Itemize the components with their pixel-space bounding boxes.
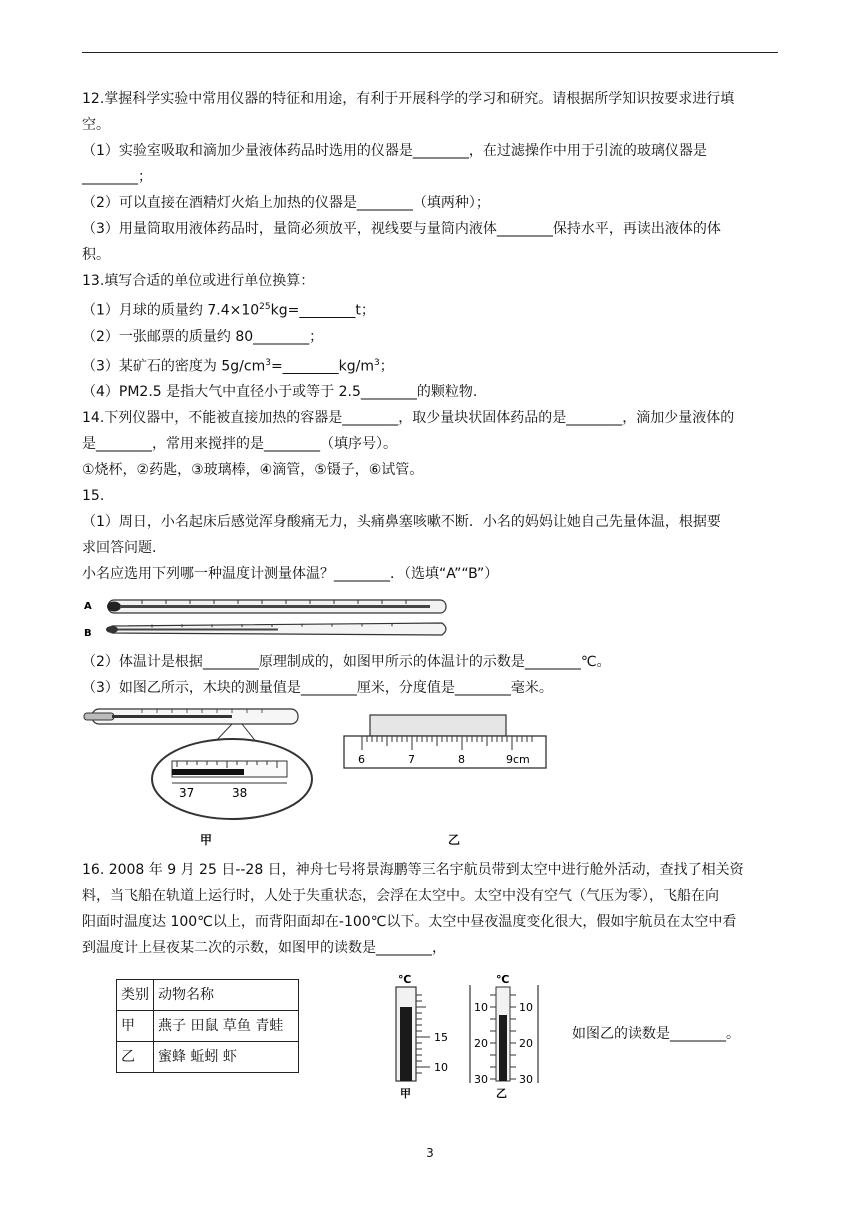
q14-options: ①烧杯，②药匙，③玻璃棒，④滴管，⑤镊子，⑥试管。 xyxy=(82,462,424,479)
q16-text-line4: 到温度计上昼夜某二次的示数，如图甲的读数是________， xyxy=(82,940,446,957)
ruler-tick-8: 8 xyxy=(458,753,465,767)
table-header-row xyxy=(117,980,299,1011)
thermometer-a-column xyxy=(120,605,430,608)
zoom-label-37: 37 xyxy=(179,786,195,801)
q12-part3-line1: （3）用量筒取用液体药品时，量筒必须放平，视线要与量筒内液体________保持水平，再读出液体的体 xyxy=(82,221,721,237)
q12-stem-line1: 12.掌握科学实验中常用仪器的特征和用途，有利于开展科学的学习和研究。请根据所学知识按要求进行填 xyxy=(82,91,735,107)
table-cell: 甲 xyxy=(117,1011,154,1042)
svg-text:10: 10 xyxy=(434,1061,448,1075)
q15-part1-line3: 小名应选用下列哪一种温度计测量体温？________．（选填“A”“B”） xyxy=(82,566,499,583)
q13-part2: （2）一张邮票的质量约 80________； xyxy=(82,328,324,345)
thermometer-b-bulb xyxy=(106,626,118,633)
q12-part2: （2）可以直接在酒精灯火焰上加热的仪器是________（填两种）； xyxy=(82,195,490,211)
q13-part3: （3）某矿石的密度为 $5g/cm^3=\_\_\_\_\_\_\_\_kg/m^3$； xyxy=(82,357,394,375)
q12-part1-line1: （1）实验室吸取和滴加少量液体药品时选用的仪器是________，在过滤操作中用于引流的玻璃仪器是 xyxy=(82,143,707,159)
table-cell: 燕子 田鼠 草鱼 青蛙 xyxy=(154,1011,299,1042)
page-number: 3 xyxy=(426,1146,434,1160)
q15-figures xyxy=(82,705,778,825)
thermometer-jia xyxy=(396,973,448,1100)
thermometer-yi xyxy=(470,973,538,1100)
clinical-thermometer-and-ruler-illustration xyxy=(82,705,582,825)
thermometer-a-bulb xyxy=(107,602,121,612)
q12-part3-line2: 积。 xyxy=(82,247,110,263)
table-row xyxy=(117,1011,299,1042)
thermometer-ab-illustration xyxy=(82,591,462,645)
svg-text:10: 10 xyxy=(519,1001,533,1015)
q15-part1-line1: （1）周日，小名起床后感觉浑身酸痛无力，头痛鼻塞咳嗽不断．小名的妈妈让她自己先量体温，根据要 xyxy=(82,514,721,531)
table-header-cell: 类别 xyxy=(117,980,154,1011)
clinical-thermometer xyxy=(84,709,312,819)
q15-part3: （3）如图乙所示，木块的测量值是________厘米，分度值是________毫米。 xyxy=(82,680,553,697)
zoom-label-38: 38 xyxy=(232,786,248,801)
q13-part1: （1）月球的质量约 $7.4\times 10^{25}kg=\_\_\_\_\_\_\_\_t$； xyxy=(82,302,375,319)
thermometer-b-label: B xyxy=(84,628,92,640)
thermometer-b-column xyxy=(118,629,278,631)
ruler-tick-9cm: 9cm xyxy=(506,753,530,767)
q13-part4: （4）PM2.5 是指大气中直径小于或等于 2.5________的颗粒物. xyxy=(82,384,478,401)
table-cell: 乙 xyxy=(117,1042,154,1073)
svg-text:乙: 乙 xyxy=(496,1087,507,1101)
svg-text:15: 15 xyxy=(434,1031,448,1045)
svg-text:℃: ℃ xyxy=(496,973,510,987)
q15-number: 15. xyxy=(82,488,105,505)
q15-part2: （2）体温计是根据________原理制成的，如图甲所示的体温计的示数是________℃。 xyxy=(82,654,611,671)
q13-stem: 13.填写合适的单位或进行单位换算： xyxy=(82,273,315,289)
q16-figure-area xyxy=(82,971,778,1101)
svg-text:20: 20 xyxy=(519,1037,533,1051)
q16-text-line2: 料，当飞船在轨道上运行时，人处于失重状态，会浮在太空中。太空中没有空气（气压为零），飞船在向 xyxy=(82,888,719,905)
svg-text:30: 30 xyxy=(519,1073,533,1087)
q16-reading-yi: 如图乙的读数是________。 xyxy=(572,1026,740,1043)
caption-jia: 甲 xyxy=(200,833,213,848)
q14-stem-line1: 14.下列仪器中，不能被直接加热的容器是________，取少量块状固体药品的是________，滴加少量液体的 xyxy=(82,410,735,427)
q12-part1-line2: ________； xyxy=(82,169,152,185)
svg-text:10: 10 xyxy=(474,1001,488,1015)
ruler-tick-6: 6 xyxy=(358,753,365,767)
svg-text:甲: 甲 xyxy=(400,1087,411,1101)
q15-part1-line2: 求回答问题. xyxy=(82,540,157,557)
page-content xyxy=(82,86,778,1101)
caption-yi: 乙 xyxy=(448,833,461,848)
space-thermometers-illustration xyxy=(378,971,568,1101)
q16-text-line1: 16. 2008 年 9 月 25 日--28 日，神舟七号将景海鹏等三名宇航员带到太空中进行舱外活动，查找了相关资 xyxy=(82,862,744,879)
q15-figure-captions xyxy=(82,827,778,849)
q12-stem-line2: 空。 xyxy=(82,117,110,133)
header-rule xyxy=(82,52,778,53)
q16-text-line3: 阳面时温度达 100℃以上，而背阳面却在-100℃以下。太空中昼夜温度变化很大，假如宇航员在太空中看 xyxy=(82,914,737,931)
q14-stem-line2: 是________，常用来搅拌的是________（填序号）。 xyxy=(82,436,397,453)
animal-classification-table xyxy=(116,979,299,1073)
svg-text:30: 30 xyxy=(474,1073,488,1087)
table-header-cell: 动物名称 xyxy=(154,980,299,1011)
ruler-with-block xyxy=(344,715,546,768)
ruler-tick-7: 7 xyxy=(408,753,415,767)
table-cell: 蜜蜂 蚯蚓 虾 xyxy=(154,1042,299,1073)
svg-text:℃: ℃ xyxy=(398,973,412,987)
svg-text:20: 20 xyxy=(474,1037,488,1051)
table-row xyxy=(117,1042,299,1073)
thermometer-a-label: A xyxy=(84,601,92,613)
thermometer-choice-figure xyxy=(82,591,778,645)
